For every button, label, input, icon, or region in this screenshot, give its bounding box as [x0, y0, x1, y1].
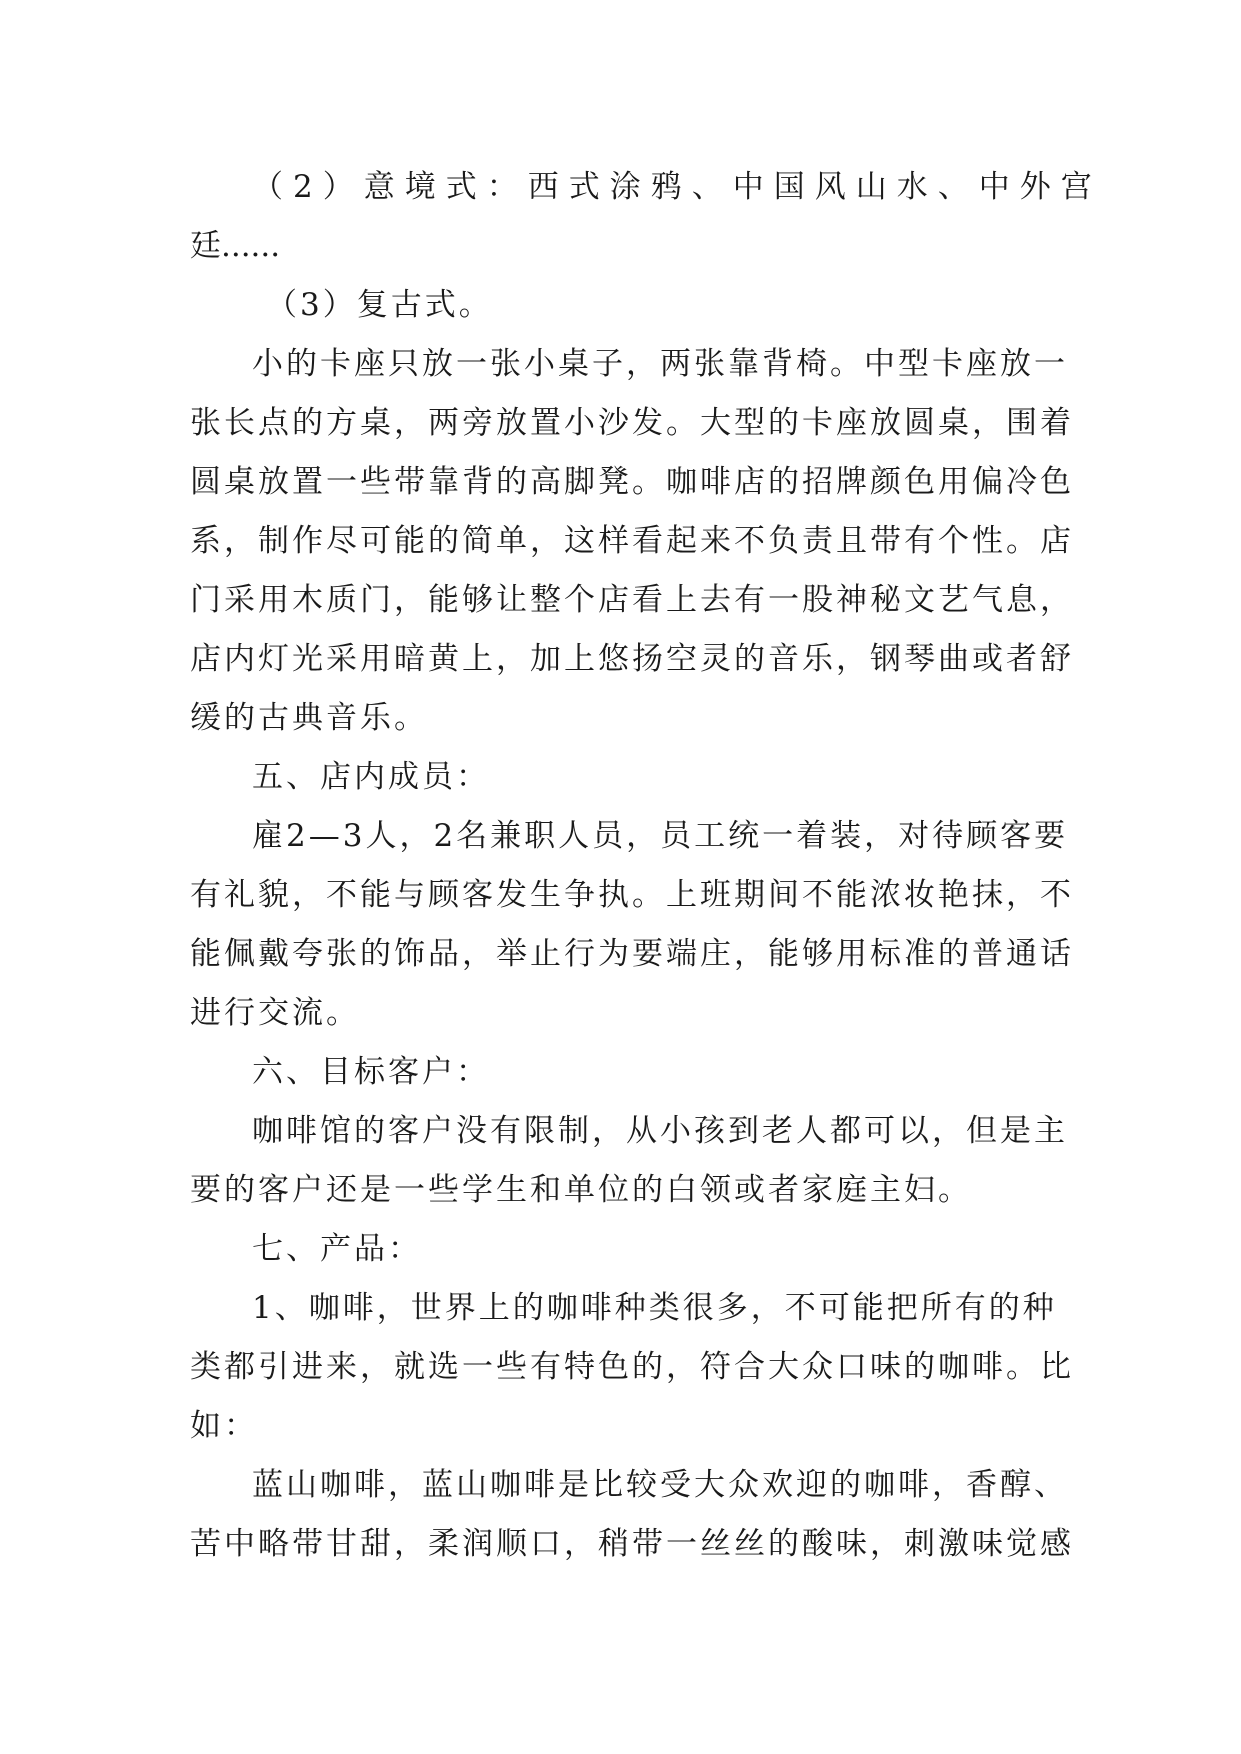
- paragraph-line: 缓的古典音乐。: [190, 700, 428, 736]
- section-heading: 六、目标客户：: [252, 1054, 490, 1090]
- paragraph-line: 圆桌放置一些带靠背的高脚凳。咖啡店的招牌颜色用偏冷色: [190, 464, 1074, 500]
- paragraph-line: 张长点的方桌，两旁放置小沙发。大型的卡座放圆桌，围着: [190, 405, 1074, 441]
- paragraph-line: 咖啡馆的客户没有限制，从小孩到老人都可以，但是主: [252, 1113, 1068, 1149]
- paragraph-line: 有礼貌，不能与顾客发生争执。上班期间不能浓妆艳抹，不: [190, 877, 1074, 913]
- paragraph-line: 苦中略带甘甜，柔润顺口，稍带一丝丝的酸味，刺激味觉感: [190, 1526, 1074, 1562]
- paragraph-line: （2）意境式：西式涂鸦、中国风山水、中外宫: [252, 169, 1102, 205]
- document-body: [190, 158, 1102, 1574]
- paragraph-line: 店内灯光采用暗黄上，加上悠扬空灵的音乐，钢琴曲或者舒: [190, 641, 1074, 677]
- paragraph-line: 门采用木质门，能够让整个店看上去有一股神秘文艺气息，: [190, 582, 1074, 618]
- section-heading: 七、产品：: [252, 1231, 422, 1267]
- paragraph-line: 类都引进来，就选一些有特色的，符合大众口味的咖啡。比: [190, 1349, 1074, 1385]
- paragraph-line: 雇2—3人，2名兼职人员，员工统一着装，对待顾客要: [252, 818, 1069, 854]
- paragraph-line: 1、咖啡，世界上的咖啡种类很多，不可能把所有的种: [252, 1290, 1057, 1326]
- paragraph-line: 廷......: [190, 228, 281, 264]
- section-heading: 五、店内成员：: [252, 759, 490, 795]
- paragraph-line: 进行交流。: [190, 995, 360, 1031]
- paragraph-line: 能佩戴夸张的饰品，举止行为要端庄，能够用标准的普通话: [190, 936, 1074, 972]
- paragraph-line: 小的卡座只放一张小桌子，两张靠背椅。中型卡座放一: [252, 346, 1068, 382]
- paragraph-line: 要的客户还是一些学生和单位的白领或者家庭主妇。: [190, 1172, 972, 1208]
- paragraph-line: 如：: [190, 1408, 258, 1444]
- paragraph-line: 系，制作尽可能的简单，这样看起来不负责且带有个性。店: [190, 523, 1074, 559]
- paragraph-line: （3）复古式。: [266, 287, 493, 323]
- paragraph-line: 蓝山咖啡，蓝山咖啡是比较受大众欢迎的咖啡，香醇、: [252, 1467, 1068, 1503]
